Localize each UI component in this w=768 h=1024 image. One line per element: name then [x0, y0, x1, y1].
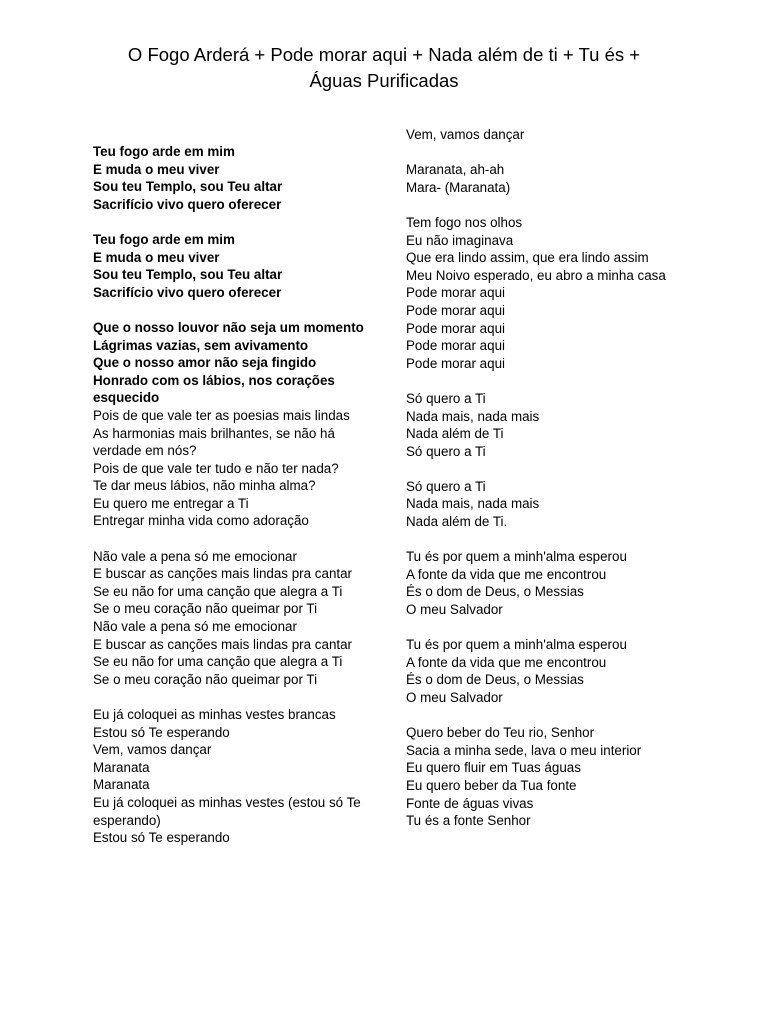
stanza: [406, 126, 676, 144]
lyric-line: Vem, vamos dançar: [406, 127, 525, 142]
lyric-line: Tem fogo nos olhos: [406, 214, 523, 230]
lyrics-column-right: [406, 126, 676, 847]
lyric-line: Pode morar aqui: [406, 355, 505, 371]
lyric-line: Se o meu coração não queimar por Ti: [93, 601, 318, 617]
lyric-line: O meu Salvador: [406, 602, 503, 618]
lyric-line: Sou teu Templo, sou Teu altar: [93, 179, 283, 195]
lyric-line: Pois de que vale ter tudo e não ter nada?: [93, 460, 339, 476]
lyric-line: Tu és por quem a minh'alma esperou: [406, 637, 627, 653]
lyric-line: Maranata: [93, 759, 150, 775]
lyric-line: És o dom de Deus, o Messias: [406, 584, 584, 600]
lyric-line: Eu já coloquei as minhas vestes (estou só Te esperando): [93, 794, 361, 828]
lyric-line: Entregar minha vida como adoração: [93, 513, 309, 529]
lyric-line: Se eu não for uma canção que alegra a Ti: [93, 654, 343, 670]
lyric-line: Nada além de Ti: [406, 426, 504, 442]
stanza: [93, 231, 369, 301]
lyric-line: Que o nosso amor não seja fingido: [93, 355, 317, 371]
lyric-line: Que o nosso louvor não seja um momento: [93, 319, 364, 335]
lyric-line: Tu és por quem a minh'alma esperou: [406, 549, 627, 565]
title-line-1: O Fogo Arderá + Pode morar aqui + Nada além de ti + Tu és +: [127, 44, 641, 65]
lyric-line: Honrado com os lábios, nos corações esquecido: [93, 372, 335, 406]
lyric-line: E muda o meu viver: [93, 249, 220, 265]
stanza: [406, 478, 676, 531]
stanza: [406, 161, 676, 196]
lyric-line: Te dar meus lábios, não minha alma?: [93, 478, 316, 494]
lyric-line: Não vale a pena só me emocionar: [93, 548, 297, 564]
lyric-line: Teu fogo arde em mim: [93, 144, 235, 159]
lyric-line: Pode morar aqui: [406, 338, 505, 354]
lyric-line: A fonte da vida que me encontrou: [406, 654, 607, 670]
stanza: [406, 548, 676, 618]
lyric-line: Quero beber do Teu rio, Senhor: [406, 725, 595, 741]
lyric-line: Meu Noivo esperado, eu abro a minha casa: [406, 267, 666, 283]
stanza: [93, 548, 369, 689]
lyric-line: O meu Salvador: [406, 690, 503, 705]
stanza: [406, 214, 676, 372]
document-title: [60, 42, 708, 94]
stanza: [93, 706, 369, 847]
lyric-line: Pode morar aqui: [406, 285, 505, 301]
lyric-line: Só quero a Ti: [406, 478, 486, 494]
lyric-line: Pois de que vale ter as poesias mais lindas: [93, 407, 350, 423]
stanza: [406, 390, 676, 460]
lyric-line: A fonte da vida que me encontrou: [406, 566, 607, 582]
lyric-line: E buscar as canções mais lindas pra cantar: [93, 566, 353, 582]
lyric-line: As harmonias mais brilhantes, se não há verdade em nós?: [93, 425, 335, 459]
stanza: [406, 724, 676, 830]
lyric-line: Se o meu coração não queimar por Ti: [93, 671, 318, 687]
lyric-line: E buscar as canções mais lindas pra cantar: [93, 636, 353, 652]
lyric-line: Só quero a Ti: [406, 390, 486, 406]
lyric-line: Nada mais, nada mais: [406, 496, 540, 512]
lyric-line: Que era lindo assim, que era lindo assim: [406, 250, 649, 266]
lyric-line: Tu és a fonte Senhor: [406, 813, 531, 829]
stanza: [406, 636, 676, 706]
lyric-line: Não vale a pena só me emocionar: [93, 619, 297, 635]
lyric-line: Eu quero me entregar a Ti: [93, 495, 249, 511]
lyric-line: Eu não imaginava: [406, 232, 514, 248]
stanza: [93, 143, 369, 213]
lyric-line: Maranata: [93, 777, 150, 793]
stanza: [93, 319, 369, 530]
lyric-line: Estou só Te esperando: [93, 830, 230, 846]
lyric-line: Estou só Te esperando: [93, 724, 230, 740]
lyric-line: Eu quero beber da Tua fonte: [406, 777, 577, 793]
lyrics-column-left: [93, 143, 369, 864]
lyric-line: Só quero a Ti: [406, 443, 486, 459]
lyric-line: Pode morar aqui: [406, 302, 505, 318]
lyric-line: És o dom de Deus, o Messias: [406, 672, 584, 688]
lyric-line: Sou teu Templo, sou Teu altar: [93, 267, 283, 283]
lyric-line: Sacrifício vivo quero oferecer: [93, 196, 282, 212]
lyric-line: Se eu não for uma canção que alegra a Ti: [93, 583, 343, 599]
lyric-line: E muda o meu viver: [93, 161, 220, 177]
lyric-line: Nada além de Ti.: [406, 514, 508, 530]
lyric-line: Teu fogo arde em mim: [93, 231, 235, 247]
lyric-line: Fonte de águas vivas: [406, 795, 534, 811]
lyric-line: Vem, vamos dançar: [93, 742, 212, 758]
lyric-line: Eu quero fluir em Tuas águas: [406, 760, 581, 776]
lyric-line: Sacrifício vivo quero oferecer: [93, 284, 282, 300]
lyric-line: Mara- (Maranata): [406, 179, 511, 195]
bold-lines: [93, 319, 369, 407]
lyric-line: Maranata, ah-ah: [406, 162, 505, 178]
lyric-line: Nada mais, nada mais: [406, 408, 540, 424]
lyric-line: Sacia a minha sede, lava o meu interior: [406, 742, 642, 758]
lyric-line: Eu já coloquei as minhas vestes brancas: [93, 707, 336, 722]
lyric-line: Pode morar aqui: [406, 320, 505, 336]
lyric-line: Lágrimas vazias, sem avivamento: [93, 337, 309, 353]
title-line-2: Águas Purificadas: [309, 70, 459, 91]
